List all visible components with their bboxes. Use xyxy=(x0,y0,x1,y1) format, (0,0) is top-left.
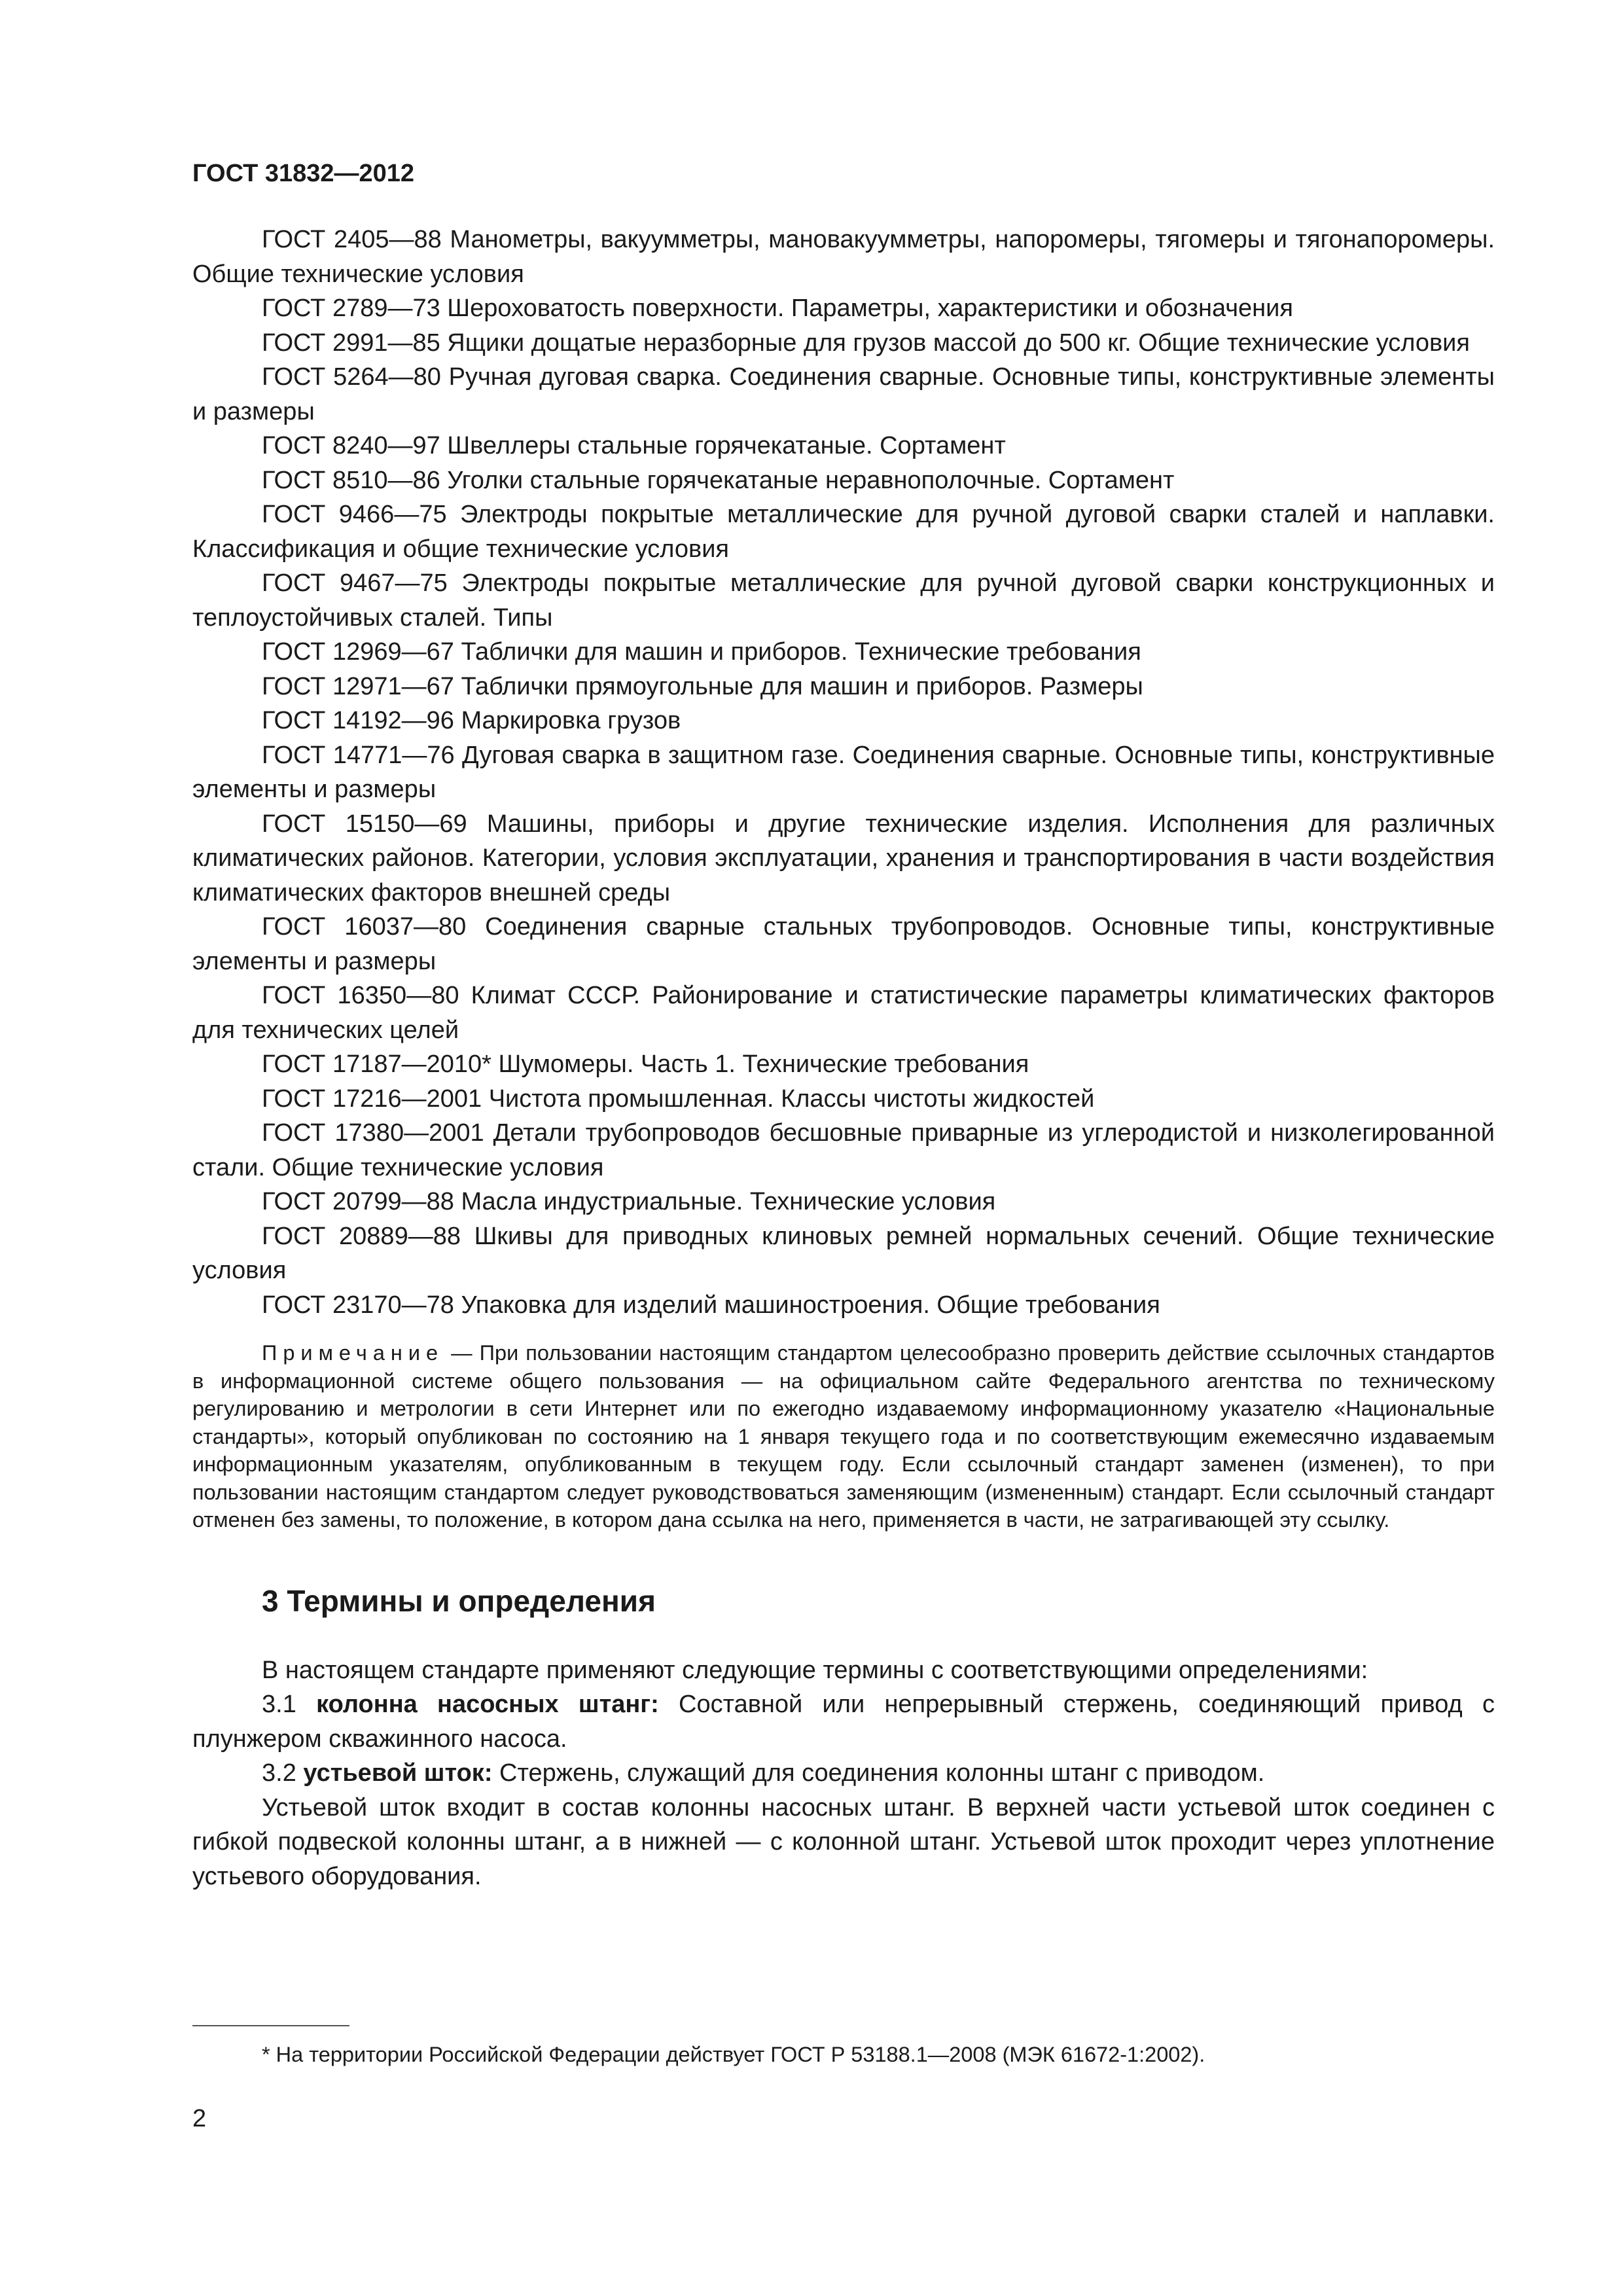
term-definition-1 xyxy=(192,1687,1495,1756)
term-number: 3.2 xyxy=(262,1759,304,1787)
section-body xyxy=(192,1653,1495,1894)
note-paragraph xyxy=(192,1339,1495,1534)
reference-item: ГОСТ 9466—75 Электроды покрытые металлические для ручной дуговой сварки сталей и наплавки. Классификация и общие технические условия xyxy=(192,501,1495,563)
reference-item: ГОСТ 15150—69 Машины, приборы и другие технические изделия. Исполнения для различных климатических районов. Категории, условия эксплуатации, хранения и транспортирования в части воздействия климатических факторов внешней среды xyxy=(192,810,1495,906)
reference-item: ГОСТ 20799—88 Масла индустриальные. Технические условия xyxy=(262,1188,996,1215)
term-number: 3.1 xyxy=(262,1691,317,1718)
reference-item: ГОСТ 2991—85 Ящики дощатые неразборные для грузов массой до 500 кг. Общие технические условия xyxy=(262,329,1470,357)
reference-item: ГОСТ 16350—80 Климат СССР. Районирование и статистические параметры климатических факторов для технических целей xyxy=(192,982,1495,1044)
reference-item: ГОСТ 16037—80 Соединения сварные стальных трубопроводов. Основные типы, конструктивные элементы и размеры xyxy=(192,913,1495,975)
reference-item: ГОСТ 12971—67 Таблички прямоугольные для машин и приборов. Размеры xyxy=(262,672,1143,700)
footnote: * На территории Российской Федерации действует ГОСТ Р 53188.1—2008 (МЭК 61672-1:2002). xyxy=(262,2043,1205,2066)
reference-item: ГОСТ 2789—73 Шероховатость поверхности. Параметры, характеристики и обозначения xyxy=(262,295,1293,322)
term-definition-text: Стержень, служащий для соединения колонны штанг с приводом. xyxy=(492,1759,1265,1787)
section-intro: В настоящем стандарте применяют следующие термины с соответствующими определениями: xyxy=(262,1656,1368,1684)
reference-item: ГОСТ 12969—67 Таблички для машин и приборов. Технические требования xyxy=(262,638,1141,666)
reference-item: ГОСТ 8510—86 Уголки стальные горячекатаные неравнополочные. Сортамент xyxy=(262,466,1175,494)
term-definition-text: Составной или непрерывный стержень, соединяющий привод с плунжером скважинного насоса. xyxy=(192,1691,1495,1753)
reference-item: ГОСТ 23170—78 Упаковка для изделий машиностроения. Общие требования xyxy=(262,1291,1160,1319)
reference-item: ГОСТ 20889—88 Шкивы для приводных клиновых ремней нормальных сечений. Общие технические условия xyxy=(192,1222,1495,1284)
reference-item: ГОСТ 17380—2001 Детали трубопроводов бесшовные приварные из углеродистой и низколегированной стали. Общие технические условия xyxy=(192,1119,1495,1181)
note-text: — При пользовании настоящим стандартом целесообразно проверить действие ссылочных стандартов в информационной системе общего пользования — на официальном сайте Федерального агентства по техническому регулированию и метрологии в сети Интернет или по ежегодно издаваемому информационному указателю «Национальные стандарты», который опубликован по состоянию на 1 января текущего года и по соответствующим ежемесячно издаваемым информационным указателям, опубликованным в текущем году. Если ссылочный стандарт заменен (изменен), то при пользовании настоящим стандартом следует руководствоваться заменяющим (измененным) стандарт. Если ссылочный стандарт отменен без замены, то положение, в котором дана ссылка на него, применяется в части, не затрагивающей эту ссылку. xyxy=(192,1341,1495,1532)
section-title: 3 Термины и определения xyxy=(262,1583,656,1618)
reference-item: ГОСТ 17187—2010* Шумомеры. Часть 1. Технические требования xyxy=(262,1050,1029,1078)
reference-item: ГОСТ 5264—80 Ручная дуговая сварка. Соединения сварные. Основные типы, конструктивные элементы и размеры xyxy=(192,363,1495,425)
document-header: ГОСТ 31832—2012 xyxy=(192,160,415,187)
term-name: устьевой шток: xyxy=(303,1759,493,1787)
reference-item: ГОСТ 17216—2001 Чистота промышленная. Классы чистоты жидкостей xyxy=(262,1085,1095,1113)
normative-references-list xyxy=(192,223,1495,1322)
reference-item: ГОСТ 9467—75 Электроды покрытые металлические для ручной дуговой сварки конструкционных и теплоустойчивых сталей. Типы xyxy=(192,569,1495,632)
reference-item: ГОСТ 14771—76 Дуговая сварка в защитном газе. Соединения сварные. Основные типы, конструктивные элементы и размеры xyxy=(192,741,1495,803)
reference-item: ГОСТ 14192—96 Маркировка грузов xyxy=(262,707,681,734)
page-number: 2 xyxy=(192,2105,207,2132)
reference-item: ГОСТ 2405—88 Манометры, вакуумметры, мановакуумметры, напоромеры, тягомеры и тягонапоромеры. Общие технические условия xyxy=(192,226,1495,288)
term-definition-2 xyxy=(192,1756,1495,1791)
document-page xyxy=(192,157,1495,1893)
footnote-divider xyxy=(192,2025,349,2026)
note-label: Примечание xyxy=(262,1341,444,1365)
term-explanation: Устьевой шток входит в состав колонны насосных штанг. В верхней части устьевой шток соединен с гибкой подвеской колонны штанг, а в нижней — с колонной штанг. Устьевой шток проходит через уплотнение устьевого оборудования. xyxy=(192,1793,1495,1890)
reference-item: ГОСТ 8240—97 Швеллеры стальные горячекатаные. Сортамент xyxy=(262,432,1006,459)
term-name: колонна насосных штанг: xyxy=(316,1691,659,1718)
